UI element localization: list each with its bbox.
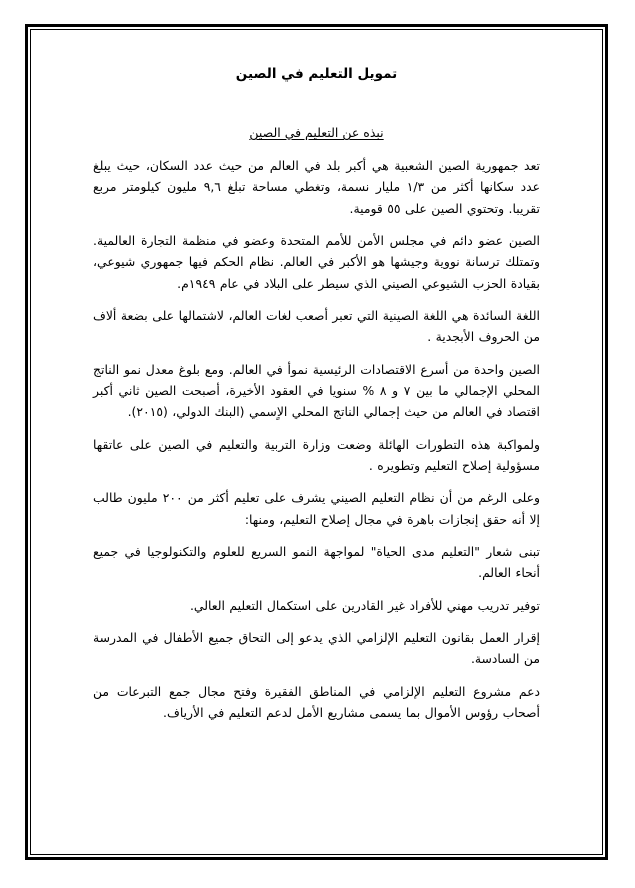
document-page-frame	[25, 24, 608, 860]
paragraph-3: اللغة السائدة هي اللغة الصينية التي تعبر أصعب لغات العالم، لاشتمالها على بضعة ألاف من الحروف الأبجدية .	[93, 307, 540, 345]
paragraph-5: ولمواكبة هذه التطورات الهائلة وضعت وزارة التربية والتعليم في الصين على عاتقها مسؤولية إصلاح التعليم وتطويره .	[93, 436, 540, 473]
page-title: تمويل التعليم في الصين	[235, 66, 398, 82]
paragraph-4: الصين واحدة من أسرع الاقتصادات الرئيسية نموأ في العالم. ومع بلوغ معدل نمو الناتج المحلي الإجمالي ما بين ٧ و ٨ % سنويا في العقود الأخيرة، أصبحت الصين ثاني أكبر اقتصاد في العالم من حيث إجمالي الناتج المحلي الاٍسمي (البنك الدولي، (٢٠١٥).	[93, 361, 540, 420]
paragraph-9: إقرار العمل بقانون التعليم الإلزامي الذي يدعو إلى التحاق جميع الأطفال في المدرسة من السادسة.	[93, 629, 540, 667]
paragraph-10: دعم مشروع التعليم الإلزامي في المناطق الفقيرة وفتح مجال جمع التبرعات من أصحاب رؤوس الأموال بما يسمى مشاريع الأمل لدعم التعليم في الأرياف.	[93, 683, 540, 720]
paragraph-2: الصين عضو دائم في مجلس الأمن للأمم المتحدة وعضو في منظمة التجارة العالمية. وتمتلك ترسانة نووية وجيشها هو الأكبر في العالم. نظام الحكم فيها جمهوري شيوعي، بقيادة الحزب الشيوعي الصيني الذي سيطر على البلاد في عام ١٩٤٩م.	[93, 232, 540, 291]
paragraph-7: تبنى شعار "التعليم مدى الحياة" لمواجهة النمو السريع للعلوم والتكنولوجيا في جميع أنحاء العالم.	[93, 543, 540, 581]
document-content	[31, 30, 602, 854]
section-heading	[93, 124, 540, 143]
document-page-inner-border	[30, 29, 603, 855]
paragraph-1: تعد جمهورية الصين الشعبية هي أكبر بلد في العالم من حيث عدد السكان، حيث يبلغ عدد سكانها أكثر من ١/٣ مليار نسمة، وتغطي مساحة تبلغ ٩,٦ مليون كيلومتر مربع تقريبا. وتحتوي الصين على ٥٥ قومية.	[93, 158, 541, 216]
paragraph-6: وعلى الرغم من أن نظام التعليم الصيني يشرف على تعليم أكثر من ٢٠٠ مليون طالب إلا أنه حقق إنجازات باهرة في مجال إصلاح التعليم، ومنها:	[93, 490, 540, 527]
section-heading-label: نبذه عن التعليم في الصين	[249, 125, 384, 141]
paragraph-8: توفير تدريب مهني للأفراد غير القادرين على استكمال التعليم العالي.	[189, 597, 540, 613]
